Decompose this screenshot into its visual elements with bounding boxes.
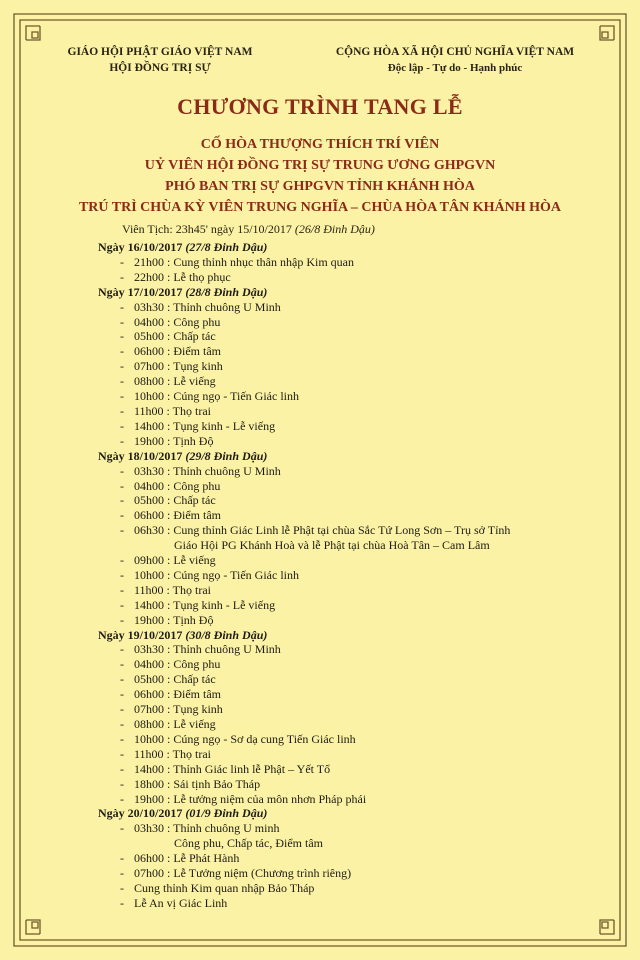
item-text: 04h00 : Công phu: [134, 314, 221, 329]
item-text: 19h00 : Lễ tưởng niệm của môn nhơn Pháp phái: [134, 791, 367, 806]
schedule-list: [98, 240, 598, 911]
schedule-item: [98, 568, 598, 583]
item-text: Cung thỉnh Kim quan nhập Bảo Tháp: [134, 880, 315, 895]
day-date: Ngày 18/10/2017: [98, 448, 186, 463]
item-text: 11h00 : Thọ trai: [134, 582, 211, 597]
item-dash: -: [120, 657, 124, 672]
item-text: 06h00 : Điểm tâm: [134, 344, 221, 359]
item-text: 06h00 : Lễ Phát Hành: [134, 851, 240, 866]
day-lunar-date: (01/9 Đinh Dậu): [185, 806, 268, 821]
item-dash: -: [120, 642, 124, 657]
day-date: Ngày 20/10/2017: [98, 806, 186, 821]
passing-date-text: Viên Tịch: 23h45' ngày 15/10/2017: [122, 222, 292, 236]
schedule-item: [98, 359, 598, 374]
item-text: 19h00 : Tịnh Độ: [134, 433, 214, 448]
organization-header: [60, 44, 260, 76]
item-text: 09h00 : Lễ viếng: [134, 553, 216, 568]
schedule-item: [98, 374, 598, 389]
schedule-item: [98, 255, 598, 270]
day-heading: [98, 240, 598, 255]
item-text: 03h30 : Thỉnh chuông U Minh: [134, 299, 281, 314]
schedule-item: [98, 270, 598, 285]
item-dash: -: [120, 717, 124, 731]
item-text: 03h30 : Thỉnh chuông U Minh: [134, 463, 281, 478]
item-dash: -: [120, 418, 124, 433]
item-dash: -: [120, 731, 124, 746]
item-dash: -: [120, 880, 124, 895]
day-lunar-date: (30/8 Đinh Dậu): [185, 627, 268, 642]
item-text: 03h30 : Thỉnh chuông U Minh: [134, 642, 281, 657]
item-text: 11h00 : Thọ trai: [134, 746, 211, 761]
day-date: Ngày 16/10/2017: [98, 240, 186, 254]
item-text: 07h00 : Tụng kinh: [134, 702, 223, 717]
schedule-item: [98, 881, 598, 896]
item-text: 18h00 : Sái tịnh Bảo Tháp: [134, 776, 261, 791]
item-text: 06h00 : Điểm tâm: [134, 508, 221, 523]
schedule-item: [98, 896, 598, 911]
item-dash: -: [120, 687, 124, 702]
item-dash: -: [120, 791, 124, 806]
item-text: 11h00 : Thọ trai: [134, 403, 211, 418]
schedule-item: [98, 866, 598, 881]
item-dash: -: [120, 851, 124, 866]
item-text: 10h00 : Cúng ngọ - Tiến Giác linh: [134, 389, 300, 404]
subtitle-line: CỐ HÒA THƯỢNG THÍCH TRÍ VIÊN: [200, 137, 440, 152]
schedule-item: [98, 672, 598, 687]
item-dash: -: [120, 895, 124, 910]
schedule-item: [98, 493, 598, 508]
item-dash: -: [120, 567, 124, 582]
item-text: 07h00 : Lễ Tưởng niệm (Chương trình riêng): [134, 866, 352, 881]
day-date: Ngày 17/10/2017: [98, 284, 186, 299]
item-text: 04h00 : Công phu: [134, 478, 221, 493]
item-dash: -: [120, 776, 124, 791]
item-dash: -: [120, 508, 124, 523]
schedule-item: [98, 762, 598, 777]
item-dash: -: [120, 314, 124, 329]
item-text: 08h00 : Lễ viếng: [134, 374, 216, 389]
national-header: [325, 44, 585, 76]
schedule-item: [98, 344, 598, 359]
organization-council: HỘI ĐỒNG TRỊ SỰ: [109, 62, 211, 74]
schedule-item: [98, 598, 598, 613]
schedule-item: [98, 300, 598, 315]
national-motto: Độc lập - Tự do - Hạnh phúc: [387, 62, 523, 74]
subtitle-line: TRÚ TRÌ CHÙA KỲ VIÊN TRUNG NGHĨA – CHÙA HÒA TÂN KHÁNH HÒA: [78, 200, 562, 215]
schedule-item: [98, 315, 598, 330]
item-dash: -: [120, 344, 124, 359]
item-text: 14h00 : Tụng kinh - Lễ viếng: [134, 418, 276, 433]
schedule-item: [98, 777, 598, 792]
national-name: CỘNG HÒA XÃ HỘI CHỦ NGHĨA VIỆT NAM: [335, 46, 575, 58]
subtitle-line: PHÓ BAN TRỊ SỰ GHPGVN TỈNH KHÁNH HÒA: [165, 179, 475, 194]
schedule-item: [98, 792, 598, 807]
item-dash: -: [120, 523, 124, 538]
schedule-item: [98, 464, 598, 479]
schedule-item: [98, 657, 598, 672]
schedule-item: [98, 642, 598, 657]
schedule-item: [98, 553, 598, 568]
item-continuation: Công phu, Chấp tác, Điểm tâm: [174, 836, 323, 851]
item-dash: -: [120, 359, 124, 374]
item-text: 03h30 : Thỉnh chuông U minh: [134, 821, 280, 836]
item-dash: -: [120, 761, 124, 776]
item-text: 14h00 : Tụng kinh - Lễ viếng: [134, 597, 276, 612]
item-text: 10h00 : Cúng ngọ - Tiến Giác linh: [134, 567, 300, 582]
item-dash: -: [120, 374, 124, 389]
item-text: 06h30 : Cung thỉnh Giác Linh lễ Phật tại chùa Sắc Tứ Long Sơn – Trụ sở Tỉnh: [134, 523, 511, 538]
passing-date-lunar: (26/8 Đinh Dậu): [294, 222, 375, 236]
subtitle-line: UỶ VIÊN HỘI ĐỒNG TRỊ SỰ TRUNG ƯƠNG GHPGVN: [144, 158, 496, 173]
item-text: 07h00 : Tụng kinh: [134, 359, 223, 374]
item-text: 10h00 : Cúng ngọ - Sơ dạ cung Tiến Giác linh: [134, 731, 356, 746]
item-text: 06h00 : Điểm tâm: [134, 687, 221, 702]
schedule-item: [98, 404, 598, 419]
item-dash: -: [120, 329, 124, 344]
schedule-item: [98, 523, 598, 538]
document-title: CHƯƠNG TRÌNH TANG LỄ: [177, 94, 463, 119]
item-dash: -: [120, 866, 124, 881]
item-text: 19h00 : Tịnh Độ: [134, 612, 214, 627]
item-dash: -: [120, 389, 124, 404]
item-dash: -: [120, 463, 124, 478]
item-dash: -: [120, 821, 124, 836]
organization-name: GIÁO HỘI PHẬT GIÁO VIỆT NAM: [67, 46, 253, 58]
item-dash: -: [120, 582, 124, 597]
item-dash: -: [120, 433, 124, 448]
day-lunar-date: (28/8 Đinh Dậu): [185, 284, 268, 299]
schedule-item: [98, 434, 598, 449]
schedule-item: [98, 329, 598, 344]
day-heading: [98, 806, 598, 821]
item-text: 05h00 : Chấp tác: [134, 672, 216, 687]
schedule-item: [98, 479, 598, 494]
item-dash: -: [120, 254, 124, 269]
schedule-item: [98, 389, 598, 404]
schedule-item: [98, 508, 598, 523]
day-lunar-date: (29/8 Đinh Dậu): [185, 448, 268, 463]
item-text: 05h00 : Chấp tác: [134, 329, 216, 344]
day-lunar-date: (27/8 Đinh Dậu): [185, 240, 268, 254]
item-dash: -: [120, 269, 124, 284]
schedule-item: [98, 821, 598, 836]
item-text: 05h00 : Chấp tác: [134, 493, 216, 508]
schedule-item: [98, 747, 598, 762]
item-dash: -: [120, 612, 124, 627]
day-heading: [98, 285, 598, 300]
item-dash: -: [120, 702, 124, 717]
schedule-item: [98, 851, 598, 866]
item-dash: -: [120, 597, 124, 612]
item-text: 04h00 : Công phu: [134, 657, 221, 672]
item-text: 14h00 : Thỉnh Giác linh lễ Phật – Yết Tổ: [134, 761, 331, 776]
schedule-item: [98, 583, 598, 598]
schedule-item: [98, 687, 598, 702]
passing-date: [122, 222, 375, 237]
item-dash: -: [120, 493, 124, 508]
item-text: 22h00 : Lễ thọ phục: [134, 269, 231, 284]
schedule-item: [98, 732, 598, 747]
schedule-item: [98, 717, 598, 732]
day-heading: [98, 449, 598, 464]
schedule-item: [98, 613, 598, 628]
item-text: 21h00 : Cung thỉnh nhục thân nhập Kim quan: [134, 254, 354, 269]
item-dash: -: [120, 478, 124, 493]
item-text: 08h00 : Lễ viếng: [134, 717, 216, 731]
item-dash: -: [120, 553, 124, 568]
item-dash: -: [120, 299, 124, 314]
item-continuation: Giáo Hội PG Khánh Hoà và lễ Phật tại chùa Hoà Tân – Cam Lâm: [174, 538, 490, 553]
schedule-item: [98, 419, 598, 434]
item-text: Lễ An vị Giác Linh: [134, 895, 228, 910]
item-dash: -: [120, 672, 124, 687]
schedule-item: [98, 702, 598, 717]
day-heading: [98, 628, 598, 643]
day-date: Ngày 19/10/2017: [98, 627, 186, 642]
item-dash: -: [120, 746, 124, 761]
subtitle-block: [0, 134, 640, 218]
item-dash: -: [120, 403, 124, 418]
